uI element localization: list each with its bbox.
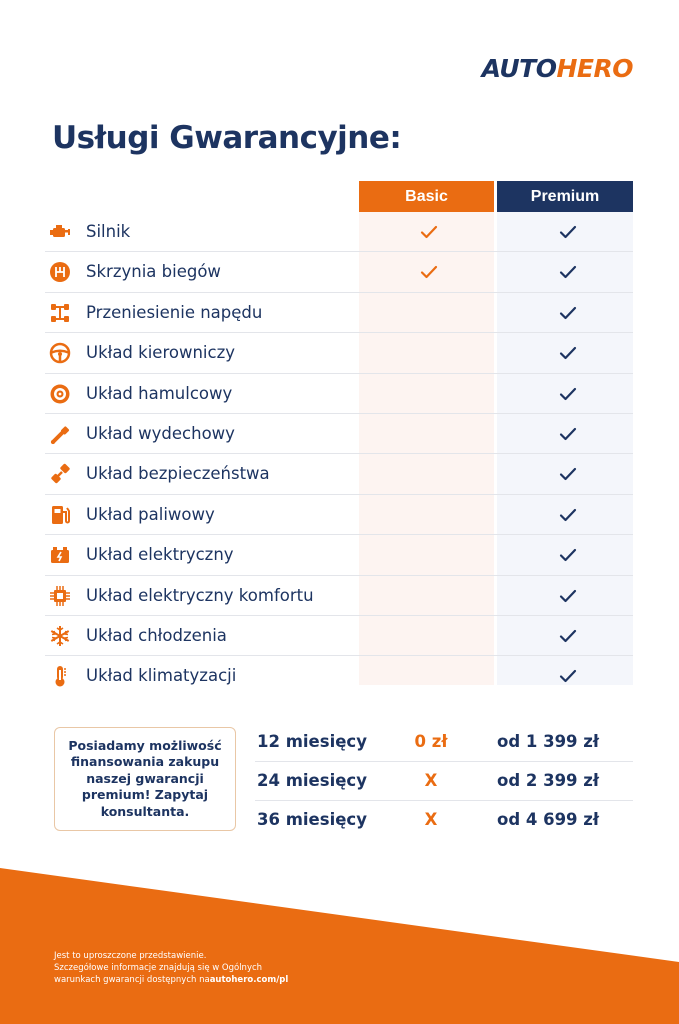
chip-icon (49, 585, 71, 607)
premium-check-icon (558, 223, 578, 241)
autohero-logo (482, 54, 633, 83)
feature-table (45, 212, 633, 696)
gearbox-icon (49, 261, 71, 283)
feature-row (45, 212, 633, 252)
logo-auto: AUTO (481, 54, 557, 83)
feature-label: Układ paliwowy (86, 504, 215, 524)
footnote (54, 950, 374, 986)
footnote-line-2: Szczegółowe informacje znajdują się w Ogólnych (54, 963, 263, 973)
premium-check-icon (558, 627, 578, 645)
drivetrain-icon (49, 302, 71, 324)
feature-row (45, 454, 633, 494)
premium-check-icon (558, 546, 578, 564)
logo-hero: HERO (556, 54, 633, 83)
price-premium: od 1 399 zł (496, 732, 600, 751)
price-premium: od 2 399 zł (496, 771, 600, 790)
snowflake-icon (49, 625, 71, 647)
price-term: 12 miesięcy (257, 732, 367, 751)
seatbelt-icon (49, 463, 71, 485)
footer-orange-band (0, 868, 679, 1024)
feature-row (45, 495, 633, 535)
financing-note-text: Posiadamy możliwość finansowania zakupu naszej gwarancji premium! Zapytaj konsultanta. (68, 737, 222, 819)
feature-label: Układ elektryczny komfortu (86, 585, 314, 605)
feature-row (45, 656, 633, 695)
steering-wheel-icon (49, 342, 71, 364)
brake-disc-icon (49, 383, 71, 405)
feature-row (45, 374, 633, 414)
exhaust-icon (49, 423, 71, 445)
financing-note-box (54, 727, 236, 831)
price-term: 24 miesięcy (257, 771, 367, 790)
premium-check-icon (558, 344, 578, 362)
price-row (255, 801, 633, 839)
premium-check-icon (558, 465, 578, 483)
premium-check-icon (558, 587, 578, 605)
footnote-link[interactable]: autohero.com/pl (209, 975, 289, 985)
price-basic: X (424, 771, 438, 790)
premium-column-header: Premium (497, 181, 633, 212)
footnote-line-1: Jest to uproszczone przedstawienie. (54, 951, 207, 961)
basic-check-icon (419, 223, 439, 241)
premium-check-icon (558, 667, 578, 685)
basic-column-header: Basic (359, 181, 494, 212)
premium-check-icon (558, 304, 578, 322)
feature-label: Układ chłodzenia (86, 625, 227, 645)
feature-row (45, 333, 633, 373)
feature-label: Układ hamulcowy (86, 383, 233, 403)
footnote-line-3: warunkach gwarancji dostępnych na (54, 975, 210, 985)
price-table (255, 723, 633, 839)
premium-check-icon (558, 385, 578, 403)
feature-row (45, 576, 633, 616)
feature-row (45, 252, 633, 292)
price-term: 36 miesięcy (257, 810, 367, 829)
feature-label: Skrzynia biegów (86, 262, 221, 282)
engine-icon (49, 221, 71, 243)
feature-label: Przeniesienie napędu (86, 302, 263, 322)
price-row (255, 723, 633, 762)
feature-row (45, 535, 633, 575)
fuel-pump-icon (49, 504, 71, 526)
feature-label: Układ bezpieczeństwa (86, 464, 270, 484)
price-premium: od 4 699 zł (496, 810, 600, 829)
premium-check-icon (558, 425, 578, 443)
feature-row (45, 616, 633, 656)
page-title: Usługi Gwarancyjne: (52, 120, 402, 156)
thermometer-icon (49, 665, 71, 687)
price-basic: X (424, 810, 438, 829)
premium-check-icon (558, 506, 578, 524)
feature-row (45, 293, 633, 333)
feature-label: Silnik (86, 222, 131, 241)
feature-row (45, 414, 633, 454)
feature-label: Układ kierowniczy (86, 343, 235, 363)
feature-label: Układ elektryczny (86, 545, 234, 565)
basic-check-icon (419, 263, 439, 281)
premium-check-icon (558, 263, 578, 281)
price-basic: 0 zł (414, 732, 448, 751)
feature-label: Układ wydechowy (86, 423, 235, 443)
battery-icon (49, 544, 71, 566)
price-row (255, 762, 633, 801)
feature-label: Układ klimatyzacji (86, 666, 237, 686)
